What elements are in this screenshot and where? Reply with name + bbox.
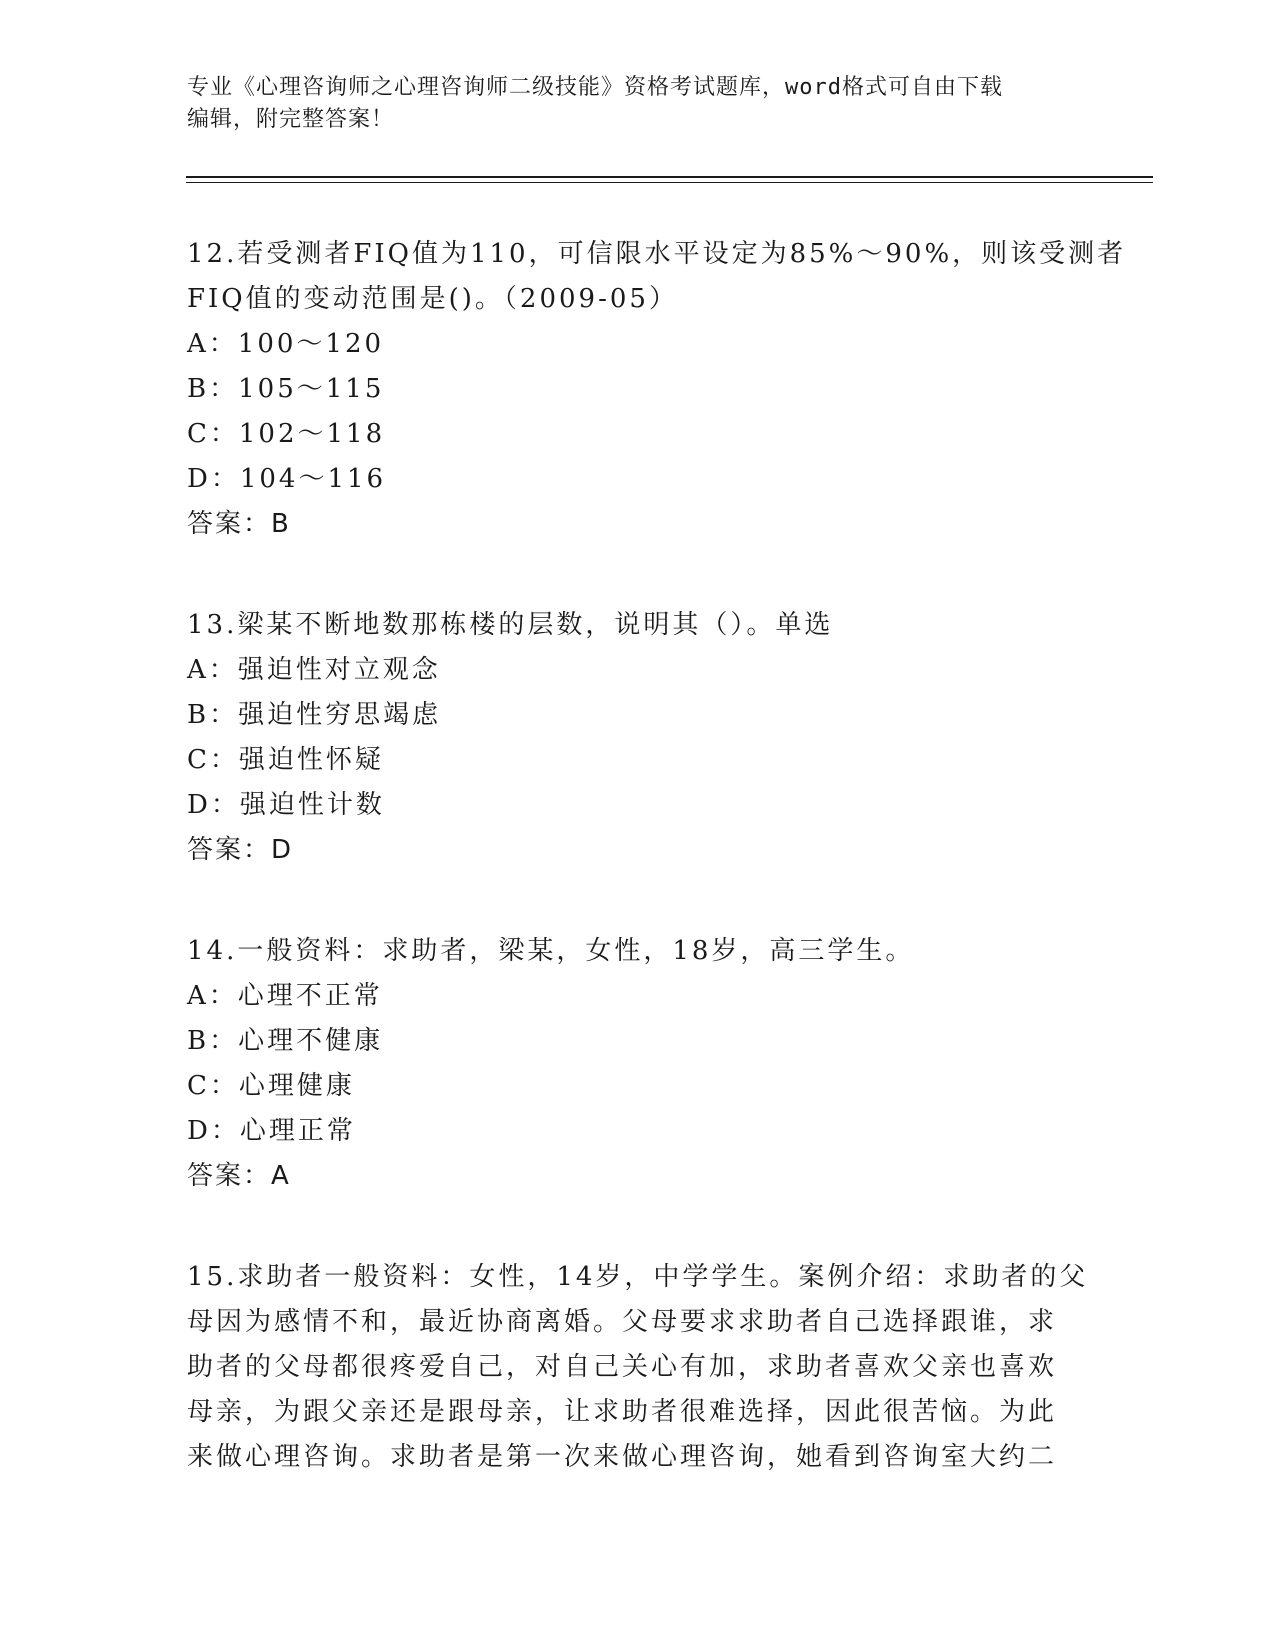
question-stem-line: 12.若受测者FIQ值为110，可信限水平设定为85%～90%，则该受测者	[187, 239, 1127, 269]
option-b: B：强迫性穷思竭虑	[187, 700, 442, 730]
question-stem-line: 来做心理咨询。求助者是第一次来做心理咨询，她看到咨询室大约二	[187, 1442, 1058, 1472]
question-stem-line: 助者的父母都很疼爱自己，对自己关心有加，求助者喜欢父亲也喜欢	[187, 1352, 1058, 1382]
question-stem	[187, 232, 1127, 322]
document-header	[187, 72, 1087, 136]
option-a: A：心理不正常	[187, 981, 383, 1011]
question-stem-line: FIQ值的变动范围是()。（2009-05）	[187, 284, 678, 314]
question-list	[187, 232, 1127, 1536]
option-c: C：心理健康	[187, 1071, 355, 1101]
header-divider-thick	[186, 176, 1153, 178]
question-12	[187, 232, 1127, 547]
option-a: A：强迫性对立观念	[187, 655, 441, 685]
question-15	[187, 1255, 1087, 1480]
question-13	[187, 603, 1087, 873]
answer-line: 答案：B	[187, 509, 291, 539]
option-c: C：102～118	[187, 419, 386, 449]
answer-line: 答案：A	[187, 1161, 291, 1191]
option-a: A：100～120	[187, 329, 385, 359]
question-stem-line: 母因为感情不和，最近协商离婚。父母要求求助者自己选择跟谁，求	[187, 1307, 1058, 1337]
option-d: D：强迫性计数	[187, 790, 385, 820]
question-stem	[187, 929, 1087, 974]
option-b: B：105～115	[187, 374, 385, 404]
question-stem-line: 13.梁某不断地数那栋楼的层数，说明其（）。单选	[187, 610, 834, 640]
option-d: D：心理正常	[187, 1116, 356, 1146]
header-line-2: 编辑，附完整答案！	[187, 107, 395, 132]
question-stem-line: 母亲，为跟父亲还是跟母亲，让求助者很难选择，因此很苦恼。为此	[187, 1397, 1058, 1427]
question-stem	[187, 603, 1087, 648]
option-b: B：心理不健康	[187, 1026, 384, 1056]
option-c: C：强迫性怀疑	[187, 745, 384, 775]
question-14	[187, 929, 1087, 1199]
option-d: D：104～116	[187, 464, 387, 494]
question-stem-line: 14.一般资料：求助者，梁某，女性，18岁，高三学生。	[187, 936, 915, 966]
question-stem	[187, 1255, 1087, 1480]
header-divider-thin	[186, 182, 1153, 183]
question-stem-line: 15.求助者一般资料：女性，14岁，中学学生。案例介绍：求助者的父	[187, 1262, 1089, 1292]
answer-line: 答案：D	[187, 835, 294, 865]
header-line-1: 专业《心理咨询师之心理咨询师二级技能》资格考试题库，word格式可自由下载	[187, 75, 1003, 100]
